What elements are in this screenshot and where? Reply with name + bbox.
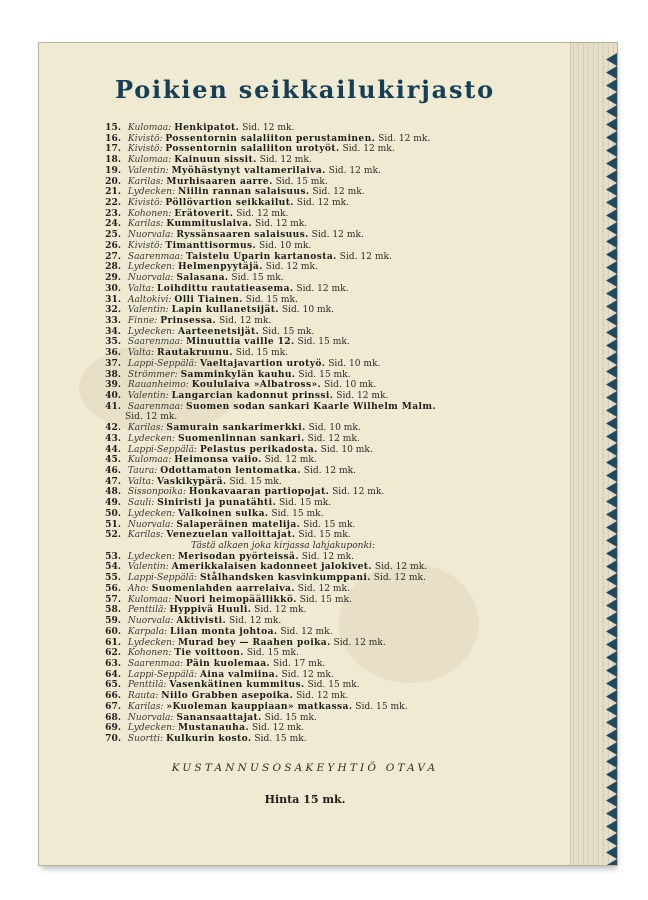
book-price: Sid. 12 mk.	[242, 123, 295, 133]
book-price: Sid. 12 mk.	[339, 251, 392, 262]
book-author: Valta:	[127, 348, 155, 359]
book-price: Sid. 12 mk.	[254, 605, 307, 616]
book-list	[103, 123, 436, 745]
book-title: Helmenpyytäjä.	[177, 261, 263, 273]
book-author: Karilas:	[127, 530, 164, 541]
book-number: 54.	[105, 561, 121, 573]
book-author: Kivistö:	[127, 240, 163, 251]
book-title: Aktivisti.	[176, 615, 227, 627]
book-number: 60.	[105, 625, 121, 637]
book-title: Lapin kullanetsijät.	[171, 304, 279, 316]
book-author: Saarenmaa:	[127, 337, 184, 348]
book-author: Lappi-Seppälä:	[127, 669, 198, 680]
book-title: Salaperäinen matelija.	[176, 518, 301, 530]
book-number: 33.	[105, 314, 121, 326]
book-title: Vasenkätinen kummitus.	[169, 679, 305, 691]
book-price: Sid. 12 mk.	[297, 583, 350, 594]
book-price: Sid. 15 mk.	[254, 733, 307, 744]
book-number: 20.	[105, 175, 121, 187]
book-author: Kulomaa:	[127, 594, 172, 605]
book-author: Valentin:	[127, 562, 169, 573]
book-number: 28.	[105, 261, 121, 273]
book-entry	[103, 605, 436, 616]
book-author: Karilas:	[127, 219, 164, 230]
book-title: Aina valmiina.	[199, 668, 279, 680]
book-entry	[103, 262, 436, 273]
book-number: 69.	[105, 722, 121, 734]
book-title: Murhisaaren aarre.	[166, 175, 273, 187]
book-entry	[103, 305, 436, 316]
book-number: 35.	[105, 336, 121, 348]
book-price: Sid. 15 mk.	[278, 498, 332, 509]
book-number: 31.	[105, 293, 121, 305]
book-entry	[103, 713, 436, 724]
book-number: 49.	[105, 497, 121, 509]
book-author: Kivistö:	[127, 198, 163, 209]
book-number: 41.	[105, 400, 121, 412]
book-title: Olli Tiainen.	[174, 293, 243, 305]
book-author: Valta:	[127, 283, 155, 294]
book-number: 42.	[105, 422, 121, 434]
book-price: Sid. 12 mk.	[373, 573, 426, 584]
cover-page	[39, 43, 571, 865]
book-author: Penttilä:	[127, 680, 167, 691]
book-author: Karilas:	[127, 423, 164, 434]
book-title: Honkavaaran partiopojat.	[188, 486, 330, 498]
book-number: 19.	[105, 164, 121, 176]
book-entry	[103, 209, 436, 220]
book-price: Sid. 15 mk.	[298, 369, 351, 380]
book-price: Sid. 15 mk.	[262, 326, 315, 337]
book-author: Valentin:	[127, 305, 169, 316]
book-price: Sid. 15 mk.	[271, 508, 324, 519]
book-entry	[103, 702, 436, 713]
book-number: 59.	[105, 615, 121, 627]
book-author: Lydecken:	[127, 433, 176, 444]
book-title: Samurain sankarimerkki.	[166, 422, 306, 434]
book-author: Kivistö:	[127, 144, 163, 155]
book-price: Sid. 15 mk.	[245, 294, 298, 305]
book-number: 30.	[105, 282, 121, 294]
book-author: Aaltokivi:	[127, 294, 172, 305]
book-title: Salasana.	[176, 272, 229, 284]
book-title: Hyppivä Huuli.	[169, 604, 252, 616]
book-number: 21.	[105, 186, 121, 198]
book-author: Karilas:	[127, 176, 164, 187]
book-title: Myöhästynyt valtamerilaiva.	[171, 164, 326, 176]
book-title: Vaskikypärä.	[157, 475, 227, 487]
book-number: 24.	[105, 218, 121, 230]
book-title: Samminkylän kauhu.	[180, 368, 296, 380]
coupon-note: Tästä alkaen joka kirjassa lahjakuponki:	[191, 541, 376, 552]
book-entry	[103, 595, 436, 606]
book-number: 34.	[105, 325, 121, 337]
publisher-name: KUSTANNUSOSAKEYHTIÖ OTAVA	[171, 762, 439, 774]
book-price: Sid. 12 mk.	[332, 487, 385, 498]
book-title: Stålhandsken kasvinkumppani.	[199, 572, 371, 584]
book-title: Suomen sodan sankari Kaarle Wilhelm Malm.	[186, 400, 436, 412]
book-price: Sid. 15 mk.	[264, 712, 317, 723]
book-author: Sissonpoika:	[127, 487, 186, 498]
book-number: 27.	[105, 250, 121, 262]
book-price: Sid. 12 mk.	[264, 455, 317, 466]
book-number: 29.	[105, 272, 121, 284]
book-price: Sid. 15 mk.	[298, 530, 351, 541]
book-author: Kohonen:	[127, 208, 172, 219]
book-title: Venezuelan valloittajat.	[166, 529, 296, 541]
book-number: 46.	[105, 465, 121, 476]
book-price: Sid. 12 mk.	[296, 198, 350, 209]
book-title: Murad bey — Raahen poika.	[177, 636, 331, 648]
book-number: 36.	[105, 347, 121, 359]
book-number: 48.	[105, 486, 121, 498]
book-price: Sid. 10 mk.	[259, 240, 312, 251]
book-number: 56.	[105, 582, 121, 594]
book-number: 40.	[105, 389, 121, 401]
book-entry	[103, 734, 436, 745]
cover-price: Hinta 15 mk.	[264, 793, 346, 806]
book-author: Lydecken:	[127, 551, 176, 562]
book-author: Valentin:	[127, 165, 169, 176]
book-author: Kulomaa:	[127, 455, 172, 466]
book-author: Valta:	[127, 476, 155, 487]
book-number: 70.	[105, 732, 121, 744]
book-number: 57.	[105, 593, 121, 605]
book-price: Sid. 12 mk.	[281, 669, 334, 680]
book-author: Finne:	[127, 315, 158, 326]
book-price: Sid. 12 mk.	[280, 626, 333, 637]
book-price: Sid. 12 mk.	[312, 187, 365, 198]
book-entry	[103, 638, 436, 649]
book-entry	[103, 144, 436, 155]
book-number: 22.	[105, 197, 121, 209]
book-number: 52.	[105, 529, 121, 541]
book-price: Sid. 12 mk.	[265, 262, 318, 273]
book-entry	[103, 402, 436, 413]
book-title: Kulkurin kosto.	[166, 732, 252, 744]
book-title: Suomenlahden aarrelaiva.	[151, 582, 295, 594]
book-number: 65.	[105, 679, 121, 691]
book-price: Sid. 12 mk.	[229, 616, 282, 627]
book-title: Prinsessa.	[160, 314, 217, 326]
book-title: Possentornin salaliiton perustaminen.	[165, 132, 376, 144]
book-author: Nuorvala:	[127, 519, 174, 530]
book-title: Suomenlinnan sankari.	[177, 432, 305, 444]
book-entry	[103, 723, 436, 734]
book-author: Lappi-Seppälä:	[127, 444, 198, 455]
book-price: Sid. 15 mk.	[235, 348, 289, 359]
book-title: Siniristi ja punatähti.	[157, 497, 277, 509]
book-author: Lydecken:	[127, 326, 176, 337]
book-author: Kulomaa:	[127, 155, 172, 166]
book-title: Odottamaton lentomatka.	[160, 465, 301, 476]
book-title: Ryssänsaaren salaisuus.	[176, 229, 309, 241]
book-entry	[103, 198, 436, 209]
book-number: 67.	[105, 700, 121, 712]
book-number: 47.	[105, 475, 121, 487]
book-price: Sid. 12 mk.	[333, 637, 386, 648]
book-price: Sid. 15 mk.	[229, 476, 282, 487]
book-number: 43.	[105, 432, 121, 444]
book-title: Kainuun sissit.	[174, 154, 257, 166]
book-entry	[103, 466, 436, 477]
book-price: Sid. 15 mk.	[246, 648, 299, 659]
book-price: Sid. 12 mk.	[259, 155, 312, 166]
book-entry	[103, 284, 436, 295]
book-title: Mustanauha.	[177, 722, 250, 734]
book-number: 66.	[105, 690, 121, 702]
book-number: 61.	[105, 636, 121, 648]
book-price: Sid. 15 mk.	[275, 176, 328, 187]
book-author: Kulomaa:	[127, 123, 172, 133]
book-title: Timanttisormus.	[165, 239, 257, 251]
book-price: Sid. 12 mk.	[378, 133, 431, 144]
book-price: Sid. 12 mk.	[328, 165, 381, 176]
book-price: Sid. 15 mk.	[303, 519, 356, 530]
book-entry	[103, 252, 436, 263]
book-title: Taistelu Uparin kartanosta.	[186, 250, 337, 262]
book-number: 53.	[105, 550, 121, 562]
book-author: Lydecken:	[127, 262, 176, 273]
book-title: Henkipatot.	[174, 122, 240, 133]
book-price: Sid. 12 mk.	[296, 691, 349, 702]
book-number: 50.	[105, 507, 121, 519]
book-author: Taura:	[127, 466, 158, 476]
book-price: Sid. 15 mk.	[231, 273, 284, 284]
book-author: Lydecken:	[127, 637, 176, 648]
book-author: Nuorvala:	[127, 273, 174, 284]
book-author: Karilas:	[127, 701, 164, 712]
book-price: Sid. 12 mk.	[219, 315, 272, 326]
book-price: Sid. 10 mk.	[281, 305, 335, 316]
book-price: Sid. 12 mk.	[236, 208, 289, 219]
book-number: 38.	[105, 368, 121, 380]
book-author: Lydecken:	[127, 187, 176, 198]
book-price: Sid. 12 mk.	[336, 390, 389, 401]
book-price: Sid. 12 mk.	[251, 723, 305, 734]
book-author: Penttilä:	[127, 605, 167, 616]
book-author: Saarenmaa:	[127, 251, 184, 262]
book-title: Pelastus perikadosta.	[199, 443, 318, 455]
book-author: Aho:	[127, 583, 149, 594]
book-title: Kummituslaiva.	[166, 218, 253, 230]
book-price: Sid. 15 mk.	[297, 337, 350, 348]
book-author: Rauanheimo:	[127, 380, 189, 391]
book-author: Nuorvala:	[127, 230, 174, 241]
book-title: Nuori heimopäällikkö.	[174, 593, 297, 605]
book-entry	[103, 498, 436, 509]
book-title: Aarteenetsijät.	[177, 325, 260, 337]
book-author: Lappi-Seppälä:	[127, 358, 198, 369]
book-author: Karpala:	[127, 626, 168, 637]
book-number: 18.	[105, 154, 121, 166]
book-price: Sid. 15 mk.	[355, 701, 408, 712]
book-number: 37.	[105, 357, 121, 369]
book-price: Sid. 10 mk.	[308, 423, 361, 434]
book-title: Possentornin salaliiton urotyöt.	[165, 143, 340, 155]
series-title: Poikien seikkailukirjasto	[115, 75, 495, 104]
book-title: Heimonsa vaiio.	[174, 454, 262, 466]
book-number: 64.	[105, 668, 121, 680]
book-price: Sid. 12 mk.	[296, 283, 349, 294]
book-title: Sanansaattajat.	[176, 711, 262, 723]
book-price: Sid. 10 mk.	[320, 444, 373, 455]
book-price: Sid. 10 mk.	[328, 358, 381, 369]
book-title: Päin kuolemaa.	[186, 657, 271, 669]
book-price: Sid. 12 mk.	[301, 551, 355, 562]
book-number: 68.	[105, 711, 121, 723]
book-entry	[103, 230, 436, 241]
book-price: Sid. 12 mk.	[342, 144, 395, 155]
book-author: Lydecken:	[127, 723, 176, 734]
book-entry	[103, 530, 436, 541]
book-author: Nuorvala:	[127, 712, 174, 723]
book-number: 25.	[105, 229, 121, 241]
book-author: Suortti:	[127, 733, 164, 744]
book-number: 23.	[105, 207, 121, 219]
book-entry	[103, 445, 436, 456]
book-number: 45.	[105, 454, 121, 466]
book-title: Erätoverit.	[174, 207, 234, 219]
book-price: Sid. 12 mk.	[374, 562, 428, 573]
book-author: Saarenmaa:	[127, 401, 184, 412]
book-author: Kohonen:	[127, 648, 172, 659]
book-title: Niilin rannan salaisuus.	[177, 186, 310, 198]
book-number: 58.	[105, 604, 121, 616]
book-entry	[103, 316, 436, 327]
book-author: Kivistö:	[127, 133, 163, 144]
book-title: Loihdittu rautatieasema.	[157, 282, 294, 294]
book-title: Tie voittoon.	[174, 647, 244, 659]
book-price: Sid. 12 mk.	[254, 219, 308, 230]
book-price: Sid. 15 mk.	[307, 680, 360, 691]
book-number: 55.	[105, 572, 121, 584]
book-title: Liian monta johtoa.	[170, 625, 278, 637]
book-title: Merisodan pyörteissä.	[177, 550, 299, 562]
book-price: Sid. 15 mk.	[299, 594, 352, 605]
book-price: Sid. 12 mk.	[311, 230, 364, 241]
book-price: Sid. 17 mk.	[273, 658, 326, 669]
book-number: 32.	[105, 304, 121, 316]
book-author: Saarenmaa:	[127, 658, 184, 669]
book-title: Valkoinen sulka.	[177, 507, 269, 519]
book-title: Langarcian kadonnut prinssi.	[171, 389, 334, 401]
book-price: Sid. 12 mk.	[125, 412, 178, 423]
book-number: 63.	[105, 657, 121, 669]
book-author: Nuorvala:	[127, 616, 174, 627]
book-entry	[103, 337, 436, 348]
book-number: 17.	[105, 143, 121, 155]
book-title: Pöllövartion seikkailut.	[165, 197, 294, 209]
book-number: 62.	[105, 647, 121, 659]
book-number: 26.	[105, 239, 121, 251]
book-author: Strömmer:	[127, 369, 178, 380]
book-price: Sid. 12 mk.	[303, 466, 357, 476]
book-author: Lydecken:	[127, 508, 176, 519]
book-title: Niilo Grabben asepoika.	[161, 690, 294, 702]
book-author: Valentin:	[127, 390, 169, 401]
book-price: Sid. 10 mk.	[324, 380, 377, 391]
spine-pattern-icon	[603, 43, 617, 865]
book-author: Sauli:	[127, 498, 155, 509]
book-number: 15.	[105, 122, 121, 133]
book-title: Rautakruunu.	[157, 347, 233, 359]
book-title: »Kuoleman kauppiaan» matkassa.	[166, 700, 353, 712]
book-number: 39.	[105, 379, 121, 391]
book-title: Vaeltajavartion urotyö.	[199, 357, 326, 369]
book-back-cover	[38, 42, 618, 866]
book-title: Koululaiva »Albatross».	[191, 379, 322, 391]
book-title: Amerikkalaisen kadonneet jalokivet.	[171, 561, 372, 573]
book-number: 16.	[105, 132, 121, 144]
book-author: Lappi-Seppälä:	[127, 573, 198, 584]
book-title: Minuuttia vaille 12.	[186, 336, 295, 348]
book-number: 44.	[105, 443, 121, 455]
book-spine	[570, 43, 617, 865]
book-price: Sid. 12 mk.	[307, 433, 360, 444]
book-number: 51.	[105, 518, 121, 530]
book-author: Rauta:	[127, 691, 159, 702]
